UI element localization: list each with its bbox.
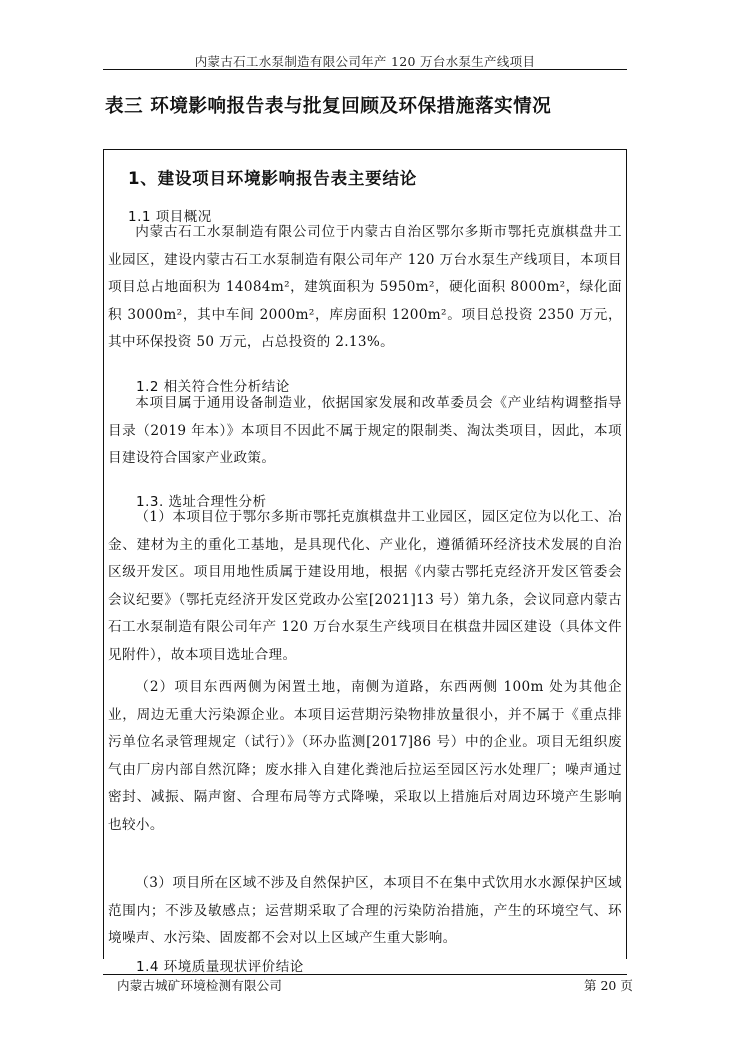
heading-1-1: 1.1 项目概况 — [128, 209, 212, 225]
footer-company: 内蒙古城矿环境检测有限公司 — [117, 978, 283, 993]
heading-1-2: 1.2 相关符合性分析结论 — [136, 379, 290, 395]
heading-1-4: 1.4 环境质量现状评价结论 — [136, 959, 304, 975]
paragraph-site-selection-1: （1）本项目位于鄂尔多斯市鄂托克旗棋盘井工业园区，园区定位为以化工、冶金、建材为主的重化工基地，是具现代化、产业化，遵循循环经济技术发展的自治区级开发区。项目用地性质属于建设用地，根据《内蒙古鄂托克经济开发区管委会会议纪要》（鄂托克经济开发区党政办公室[2021]13 号）第九条，会议同意内蒙古石工水泵制造有限公司年产 120 万台水泵生产线项目在棋盘井园区建设（具体文件见附件），故本项目选址合理。 — [108, 509, 622, 663]
box-title: 1、建设项目环境影响报告表主要结论 — [128, 169, 418, 188]
paragraph-site-selection-3: （3）项目所在区域不涉及自然保护区，本项目不在集中式饮用水水源保护区域范围内；不涉及敏感点；运营期采取了合理的污染防治措施，产生的环境空气、环境噪声、水污染、固废都不会对以上区域产生重大影响。 — [108, 875, 622, 946]
header-rule — [103, 69, 627, 70]
paragraph-project-overview: 内蒙古石工水泵制造有限公司位于内蒙古自治区鄂尔多斯市鄂托克旗棋盘井工业园区，建设内蒙古石工水泵制造有限公司年产 120 万台水泵生产线项目，本项目项目总占地面积为 14084m²，建筑面积为 5950m²，硬化面积 8000m²，绿化面积 3000m²，其中车间 2000m²，库房面积 1200m²。项目总投资 2350 万元，其中环保投资 50 万元，占总投资的 2.13%。 — [108, 224, 622, 350]
heading-1-3: 1.3. 选址合理性分析 — [136, 494, 267, 510]
running-header: 内蒙古石工水泵制造有限公司年产 120 万台水泵生产线项目 — [194, 54, 536, 69]
conclusions-table — [103, 149, 627, 975]
section-heading: 表三 环境影响报告表与批复回顾及环保措施落实情况 — [105, 96, 552, 117]
footer-rule — [103, 974, 627, 975]
page-number: 第 20 页 — [584, 978, 633, 993]
paragraph-site-selection-2: （2）项目东西两侧为闲置土地，南侧为道路，东西两侧 100m 处为其他企业，周边无重大污染源企业。本项目运营期污染物排放量很小，并不属于《重点排污单位名录管理规定（试行）》（环办监测[2017]86 号）中的企业。项目无组织废气由厂房内部自然沉降；废水排入自建化粪池后拉运至园区污水处理厂；噪声通过密封、减振、隔声窗、合理布局等方式降噪，采取以上措施后对周边环境产生影响也较小。 — [108, 679, 622, 833]
paragraph-compliance: 本项目属于通用设备制造业，依据国家发展和改革委员会《产业结构调整指导目录（2019 年本）》本项目不因此不属于规定的限制类、淘汰类项目，因此，本项目建设符合国家产业政策。 — [108, 395, 622, 466]
